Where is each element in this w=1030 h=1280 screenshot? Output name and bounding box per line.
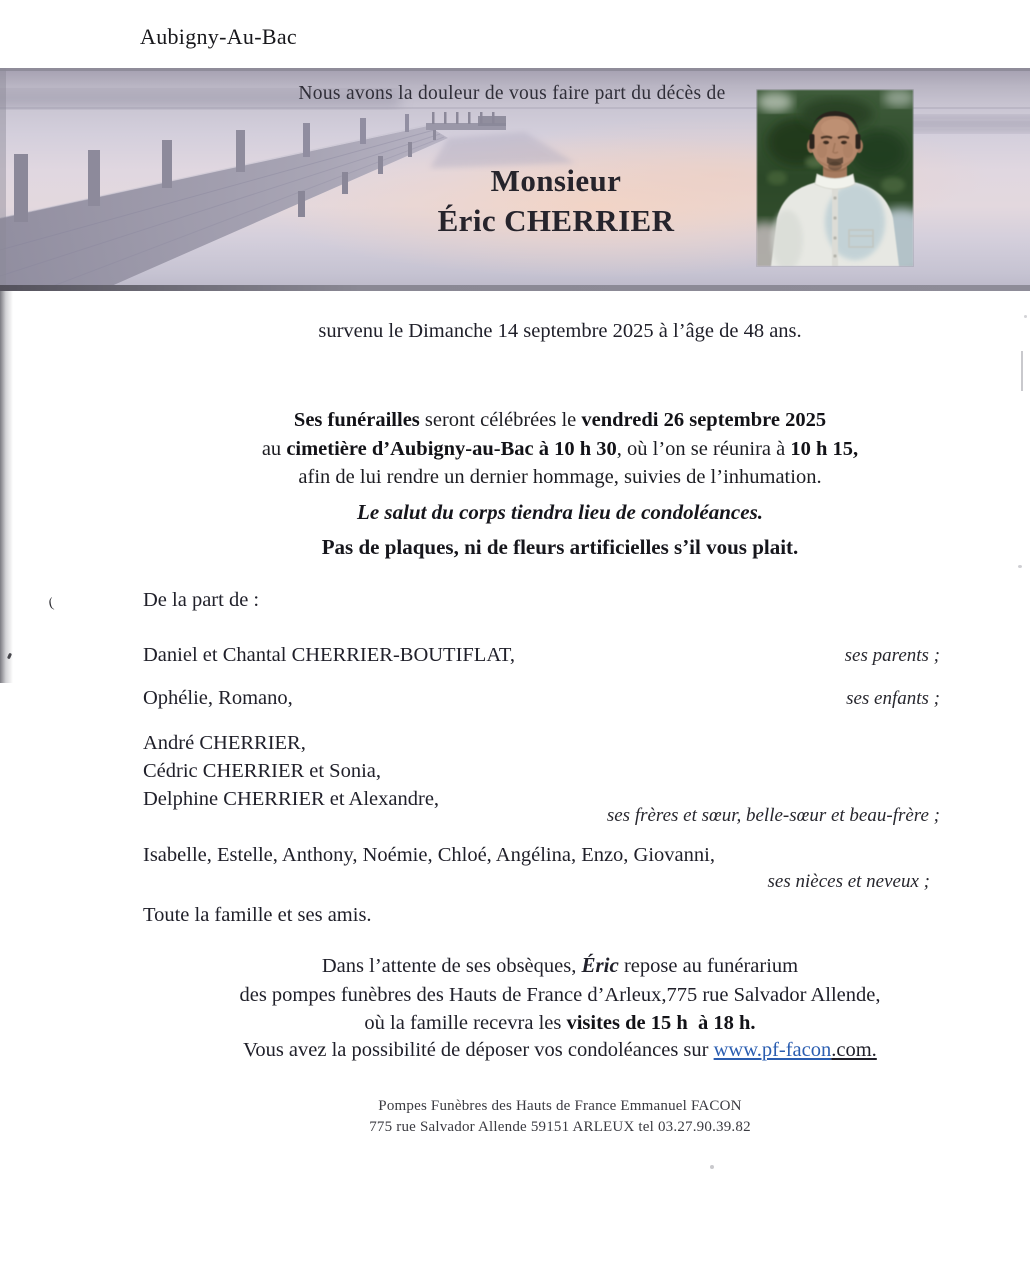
funeral-line-1 bbox=[60, 406, 1030, 435]
scan-mark bbox=[48, 596, 55, 613]
salut-line: Le salut du corps tiendra lieu de condoléances. bbox=[357, 500, 763, 524]
wake-text: où la famille recevra les bbox=[364, 1012, 567, 1034]
funeral-home-address: 775 rue Salvador Allende 59151 ARLEUX tel 03.27.90.39.82 bbox=[369, 1119, 751, 1135]
wake-details bbox=[60, 951, 1030, 1038]
no-flowers-line: Pas de plaques, ni de fleurs artificielles s’il vous plait. bbox=[321, 535, 799, 559]
scan-speck bbox=[1024, 315, 1027, 318]
funeral-label: Ses funérailles bbox=[293, 409, 420, 431]
scan-speck bbox=[710, 1165, 714, 1169]
wake-line-1 bbox=[60, 951, 1030, 981]
commune-name: Aubigny-Au-Bac bbox=[140, 24, 297, 49]
wake-line-2: des pompes funèbres des Hauts de France d’Arleux,775 rue Salvador Allende, bbox=[239, 983, 881, 1006]
portrait-image bbox=[757, 90, 913, 266]
condolences-text: Vous avez la possibilité de déposer vos condoléances sur bbox=[243, 1039, 714, 1061]
kin-names: Cédric CHERRIER et Sonia, bbox=[143, 760, 382, 782]
kin-names: Daniel et Chantal CHERRIER-BOUTIFLAT, bbox=[143, 644, 515, 666]
funeral-line-3: afin de lui rendre un dernier hommage, suivies de l’inhumation. bbox=[298, 466, 822, 488]
kin-row-children bbox=[143, 687, 940, 710]
civility-title: Monsieur bbox=[490, 163, 622, 198]
wake-line-3 bbox=[60, 1009, 1030, 1038]
kin-names: Delphine CHERRIER et Alexandre, bbox=[143, 788, 440, 810]
condolences-line bbox=[60, 1039, 1030, 1062]
kin-names: André CHERRIER, bbox=[143, 732, 306, 754]
nieces-list: Isabelle, Estelle, Anthony, Noémie, Chloé, Angélina, Enzo, Giovanni, bbox=[143, 844, 715, 866]
relation-label-siblings: ses frères et sœur, belle-sœur et beau-frère ; bbox=[606, 805, 940, 826]
portrait-photo bbox=[757, 90, 913, 266]
funeral-text: au bbox=[261, 437, 287, 460]
wake-text: Dans l’attente de ses obsèques, bbox=[321, 955, 582, 977]
condolences-website-link[interactable]: www.pf-facon bbox=[713, 1039, 832, 1061]
cemetery-time: cimetière d’Aubigny-au-Bac à 10 h 30 bbox=[286, 437, 617, 460]
funeral-details bbox=[60, 406, 1030, 492]
funeral-home-name: Pompes Funèbres des Hauts de France Emmanuel FACON bbox=[378, 1098, 742, 1114]
deceased-title-block bbox=[356, 161, 756, 241]
family-line: Toute la famille et ses amis. bbox=[143, 904, 372, 926]
from-heading: De la part de : bbox=[143, 589, 260, 611]
relation-label-nieces: ses nièces et neveux ; bbox=[767, 871, 930, 892]
scan-speck bbox=[1018, 565, 1022, 568]
deceased-name: Éric CHERRIER bbox=[437, 203, 675, 238]
condolences-link-suffix: .com. bbox=[831, 1039, 877, 1061]
scan-mark bbox=[1021, 351, 1023, 391]
banner-intro-text: Nous avons la douleur de vous faire part du décès de bbox=[298, 83, 726, 104]
deceased-first-name: Éric bbox=[581, 953, 619, 977]
funeral-home-footer bbox=[60, 1096, 1030, 1138]
relation-label: ses parents ; bbox=[844, 645, 940, 666]
relation-label: ses enfants ; bbox=[846, 688, 940, 709]
siblings-list bbox=[143, 729, 439, 813]
banner bbox=[0, 68, 1030, 291]
visit-hours: visites de 15 h à 18 h. bbox=[566, 1012, 756, 1034]
funeral-date: vendredi 26 septembre 2025 bbox=[581, 409, 827, 431]
funeral-text: seront célébrées le bbox=[419, 409, 582, 431]
wake-text: repose au funérarium bbox=[618, 955, 799, 977]
scan-edge-shadow bbox=[0, 291, 13, 683]
kin-names: Ophélie, Romano, bbox=[143, 687, 293, 709]
death-date-line: survenu le Dimanche 14 septembre 2025 à l’âge de 48 ans. bbox=[318, 320, 802, 342]
kin-row-parents bbox=[143, 644, 940, 667]
funeral-line-2 bbox=[60, 435, 1030, 464]
funeral-text: , où l’on se réunira à bbox=[616, 437, 791, 460]
meeting-time: 10 h 15, bbox=[790, 437, 859, 460]
